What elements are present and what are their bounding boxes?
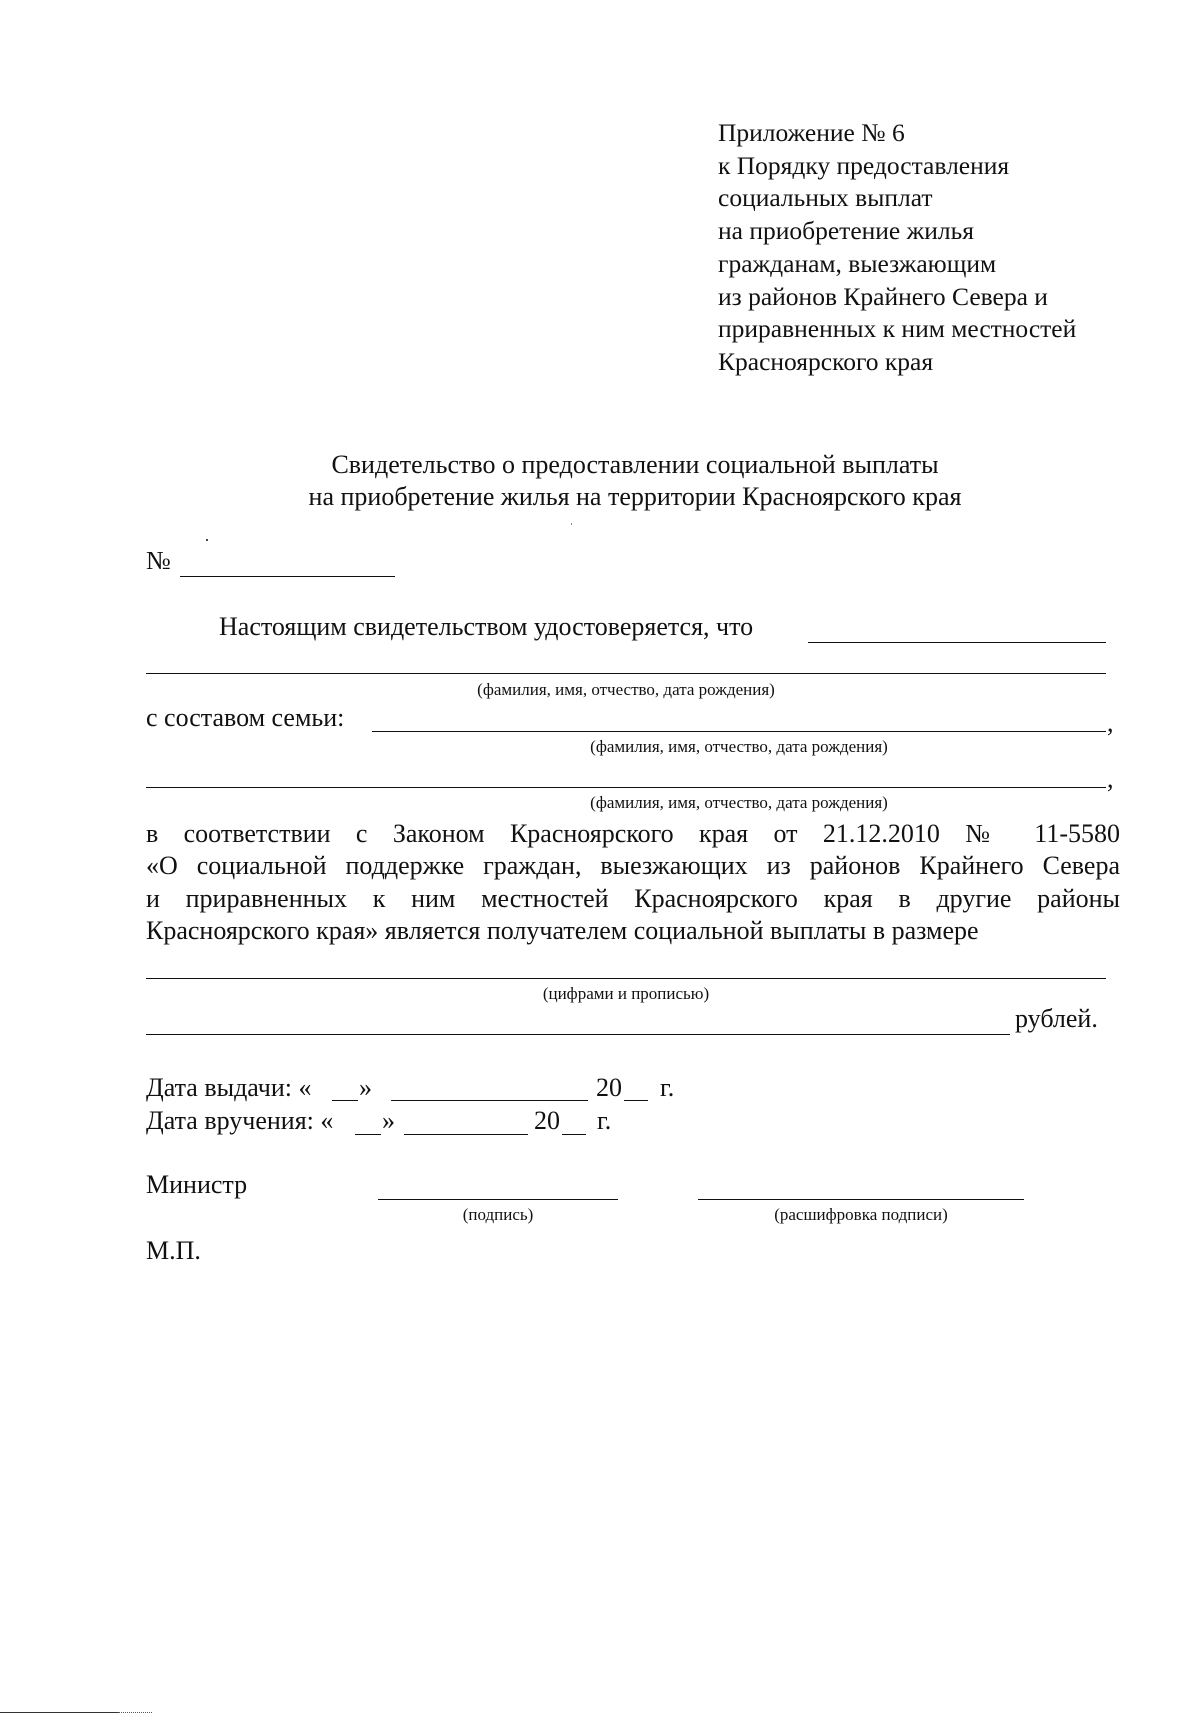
title-line-1: Свидетельство о предоставлении социальной выплаты bbox=[331, 450, 939, 479]
issue-month-field[interactable] bbox=[391, 1100, 588, 1101]
minister-title: Министр bbox=[146, 1170, 248, 1199]
family-label: с составом семьи: bbox=[146, 703, 345, 732]
issue-year-suffix: г. bbox=[660, 1073, 675, 1102]
amount-field-line[interactable] bbox=[146, 978, 1106, 979]
paragraph-line: в соответствии с Законом Красноярского края от 21.12.2010 № 11-5580 bbox=[146, 819, 1120, 848]
appendix-line: приравненных к ним местностей bbox=[718, 314, 1077, 344]
family-field-line[interactable] bbox=[372, 731, 1106, 732]
issue-close-quote: » bbox=[359, 1073, 372, 1102]
number-field-line[interactable] bbox=[180, 576, 395, 577]
title-line-2: на приобретение жилья на территории Красноярского края bbox=[308, 482, 962, 511]
delivery-year-prefix: 20 bbox=[534, 1106, 560, 1135]
amount-words-line[interactable] bbox=[146, 1034, 1010, 1035]
paragraph-line: «О социальной поддержке граждан, выезжающих из районов Крайнего Севера bbox=[146, 851, 1120, 881]
currency-label: рублей. bbox=[1015, 1004, 1098, 1033]
signature-field-line[interactable] bbox=[378, 1199, 618, 1200]
paragraph-line: и приравненных к ним местностей Красноярского края в другие районы bbox=[146, 883, 1120, 913]
legal-paragraph bbox=[146, 818, 1120, 948]
delivery-close-quote: » bbox=[382, 1106, 395, 1135]
caption-fio-1: (фамилия, имя, отчество, дата рождения) bbox=[477, 680, 775, 699]
intro-text: Настоящим свидетельством удостоверяется, что bbox=[219, 612, 754, 641]
caption-signature: (подпись) bbox=[462, 1205, 534, 1224]
scan-speck bbox=[571, 523, 572, 525]
caption-decoding: (расшифровка подписи) bbox=[774, 1205, 948, 1224]
recipient-field-line[interactable] bbox=[808, 642, 1106, 643]
stamp-place: М.П. bbox=[146, 1236, 201, 1265]
caption-fio-2: (фамилия, имя, отчество, дата рождения) bbox=[590, 737, 888, 756]
document-title bbox=[0, 449, 1200, 513]
paragraph-line: Красноярского края» является получателем социальной выплаты в размере bbox=[146, 916, 979, 946]
signature-decoding-field-line[interactable] bbox=[698, 1199, 1024, 1200]
recipient-field-line-2[interactable] bbox=[146, 673, 1106, 674]
caption-fio-3: (фамилия, имя, отчество, дата рождения) bbox=[590, 793, 888, 812]
appendix-line: социальных выплат bbox=[718, 183, 933, 213]
delivery-month-field[interactable] bbox=[404, 1134, 528, 1135]
number-sign: № bbox=[146, 546, 171, 575]
family-comma-2: , bbox=[1107, 764, 1114, 793]
delivery-year-suffix: г. bbox=[597, 1106, 612, 1135]
scan-edge-mark bbox=[0, 1712, 118, 1713]
appendix-line: Красноярского края bbox=[718, 346, 934, 376]
caption-amount: (цифрами и прописью) bbox=[542, 984, 710, 1003]
appendix-header bbox=[718, 117, 1076, 379]
delivery-day-field[interactable] bbox=[355, 1134, 381, 1135]
family-comma: , bbox=[1107, 708, 1114, 737]
issue-year-field[interactable] bbox=[624, 1100, 648, 1101]
scan-speck bbox=[206, 539, 208, 541]
appendix-line: Приложение № 6 bbox=[718, 118, 905, 147]
issue-day-field[interactable] bbox=[332, 1100, 358, 1101]
appendix-line: на приобретение жилья bbox=[718, 216, 974, 246]
issue-year-prefix: 20 bbox=[596, 1073, 622, 1102]
appendix-line: из районов Крайнего Севера и bbox=[718, 281, 1048, 311]
issue-date-label: Дата выдачи: « bbox=[146, 1073, 312, 1102]
family-field-line-2[interactable] bbox=[146, 787, 1106, 788]
scan-edge-mark bbox=[118, 1712, 152, 1713]
delivery-date-label: Дата вручения: « bbox=[146, 1106, 334, 1135]
appendix-line: гражданам, выезжающим bbox=[718, 248, 997, 278]
appendix-line: к Порядку предоставления bbox=[718, 150, 1010, 180]
delivery-year-field[interactable] bbox=[562, 1134, 586, 1135]
